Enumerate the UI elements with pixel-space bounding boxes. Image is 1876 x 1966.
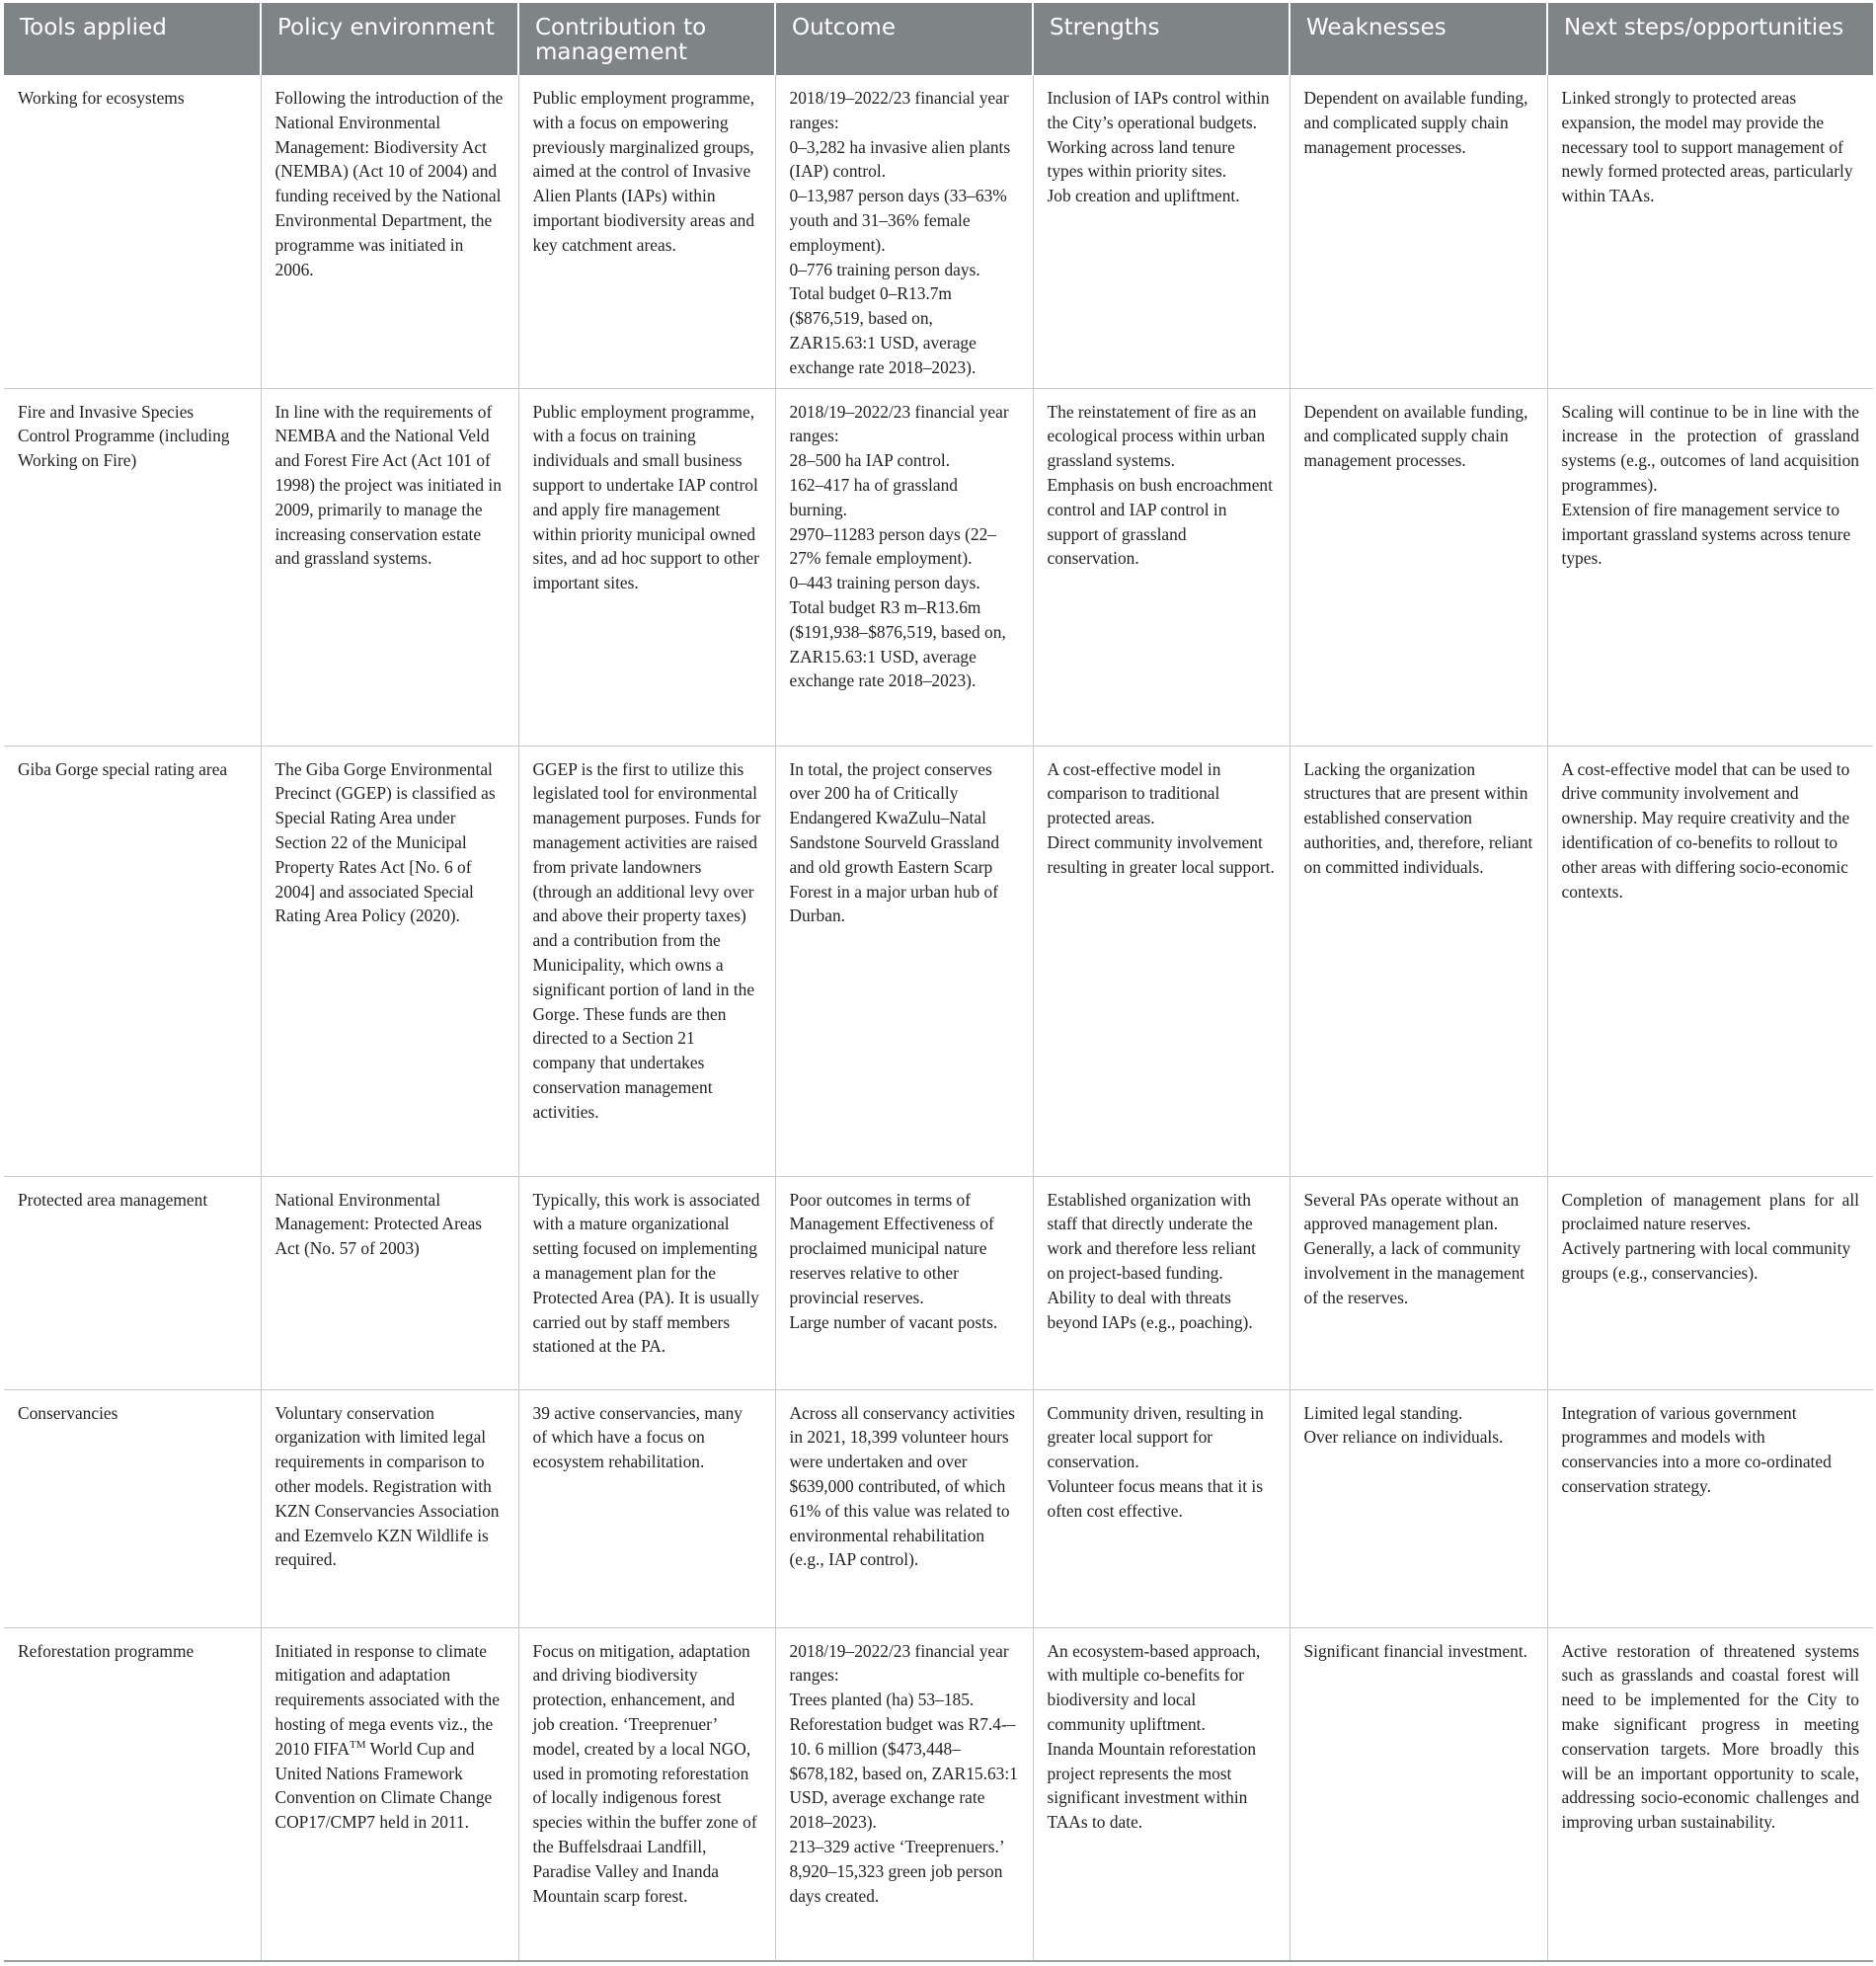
outcome-line: Total budget 0–R13.7m ($876,519, based on, ZAR15.63:1 USD, average exchange rate 2018–2023). (789, 283, 977, 377)
cell-policy: In line with the requirements of NEMBA and the National Veld and Forest Fire Act (Act 101 of 1998) the project was initiated in 2009, primarily to manage the increasing conservation estate and grassland systems. (261, 388, 518, 746)
cell-outcome (775, 388, 1033, 746)
cell-contribution: GGEP is the first to utilize this legislated tool for environmental management purposes. Funds for management activities are raised from private landowners (through an additional levy over and above their property taxes) and a contribution from the Municipality, which owns a significant portion of land in the Gorge. These funds are then directed to a Section 21 company that undertakes conservation management activities. (518, 746, 775, 1176)
outcome-line: Reforestation budget was R7.4-–10. 6 million ($473,448–$678,182, based on, ZAR15.63:1 USD, average exchange rate 2018–2023). (789, 1713, 1018, 1833)
next-step-line: Extension of fire management service to important grassland systems across tenure types. (1561, 499, 1851, 569)
table-row (4, 388, 1873, 746)
outcome-line: Trees planted (ha) 53–185. (789, 1690, 975, 1710)
cell-outcome (775, 1627, 1033, 1961)
outcome-line: Total budget R3 m–R13.6m ($191,938–$876,519, based on, ZAR15.63:1 USD, average exchange rate 2018–2023). (789, 596, 1006, 691)
weakness-line: Generally, a lack of community involvement in the management of the reserves. (1303, 1238, 1525, 1307)
strength-line: An ecosystem-based approach, with multiple co-benefits for biodiversity and local community upliftment. (1047, 1640, 1261, 1734)
outcome-line: 2018/19–2022/23 financial year ranges: (789, 401, 1009, 446)
policy-text-continued: World Cup and United Nations Framework Convention on Climate Change COP17/CMP7 held in 2011. (274, 1738, 493, 1833)
outcome-line: 2970–11283 person days (22–27% female employment). (789, 523, 996, 569)
cell-policy: Voluntary conservation organization with limited legal requirements in comparison to other models. Registration with KZN Conservancies Association and Ezemvelo KZN Wildlife is required. (261, 1389, 518, 1627)
next-step-line: Completion of management plans for all proclaimed nature reserves. (1561, 1189, 1859, 1234)
table-row (4, 746, 1873, 1176)
weakness-line: Limited legal standing. (1303, 1402, 1463, 1423)
cell-strengths (1033, 1176, 1290, 1389)
weakness-line: Lacking the organization structures that are present within established conservation authorities, and, therefore, reliant on committed individuals. (1303, 758, 1533, 877)
cell-tool: Reforestation programme (4, 1627, 261, 1961)
management-tools-table (4, 3, 1873, 1962)
cell-weaknesses (1290, 1389, 1547, 1627)
strength-line: Established organization with staff that directly underate the work and therefore less reliant on project-based funding. (1047, 1189, 1256, 1283)
outcome-line: 0–3,282 ha invasive alien plants (IAP) control. (789, 136, 1011, 182)
cell-tool: Working for ecosystems (4, 75, 261, 388)
table-row (4, 1176, 1873, 1389)
next-step-line: A cost-effective model that can be used to drive community involvement and ownership. May require creativity and the identification of co-benefits to rollout to other areas with differing socio-economic contexts. (1561, 758, 1850, 902)
outcome-line: 213–329 active ‘Treeprenuers.’ (789, 1836, 1005, 1856)
table-row (4, 75, 1873, 388)
cell-next-steps (1547, 1176, 1873, 1389)
cell-outcome (775, 746, 1033, 1176)
next-step-line: Active restoration of threatened systems such as grasslands and coastal forest will need to be implemented for the City to make significant progress in meeting conservation targets. More broadly this will be an important opportunity to scale, addressing socio-economic challenges and improving urban sustainability. (1561, 1640, 1859, 1833)
outcome-line: 0–13,987 person days (33–63% youth and 31–36% female employment). (789, 186, 1007, 255)
header-strengths: Strengths (1033, 3, 1290, 75)
cell-contribution: Typically, this work is associated with a mature organizational setting focused on implementing a management plan for the Protected Area (PA). It is usually carried out by staff members stationed at the PA. (518, 1176, 775, 1389)
next-step-line: Integration of various government programmes and models with conservancies into a more co-ordinated conservation strategy. (1561, 1402, 1832, 1496)
cell-policy: The Giba Gorge Environmental Precinct (GGEP) is classified as Special Rating Area under Section 22 of the Municipal Property Rates Act [No. 6 of 2004] and associated Special Rating Area Policy (2020). (261, 746, 518, 1176)
policy-text: Initiated in response to climate mitigation and adaptation requirements associated with the hosting of mega events viz., the 2010 FIFA (274, 1640, 500, 1759)
strength-line: Emphasis on bush encroachment control and IAP control in support of grassland conservation. (1047, 474, 1273, 569)
outcome-line: 0–443 training person days. (789, 573, 980, 593)
outcome-line: 28–500 ha IAP control. (789, 450, 951, 471)
outcome-line: Across all conservancy activities in 2021, 18,399 volunteer hours were undertaken and over $639,000 contributed, of which 61% of this value was related to environmental rehabilitation (e.g., IAP control). (789, 1402, 1015, 1570)
cell-next-steps (1547, 746, 1873, 1176)
strength-line: Direct community involvement resulting in greater local support. (1047, 831, 1275, 877)
cell-next-steps (1547, 1627, 1873, 1961)
cell-next-steps (1547, 1389, 1873, 1627)
cell-outcome (775, 75, 1033, 388)
cell-policy: Following the introduction of the National Environmental Management: Biodiversity Act (NEMBA) (Act 10 of 2004) and funding received by the National Environmental Department, the programme was initiated in 2006. (261, 75, 518, 388)
weakness-line: Several PAs operate without an approved management plan. (1303, 1189, 1520, 1234)
strength-line: Community driven, resulting in greater local support for conservation. (1047, 1402, 1264, 1472)
cell-contribution: 39 active conservancies, many of which have a focus on ecosystem rehabilitation. (518, 1389, 775, 1627)
strength-line: Inanda Mountain reforestation project represents the most significant investment within TAAs to date. (1047, 1738, 1257, 1833)
trademark-superscript: TM (350, 1738, 366, 1751)
outcome-line: In total, the project conserves over 200 ha of Critically Endangered KwaZulu–Natal Sandstone Sourveld Grassland and old growth Eastern Scarp Forest in a major urban hub of Durban. (789, 758, 1000, 926)
cell-contribution: Focus on mitigation, adaptation and driving biodiversity protection, enhancement, and job creation. ‘Treeprenuer’ model, created by a local NGO, used in promoting reforestation of locally indigenous forest species within the buffer zone of the Buffelsdraai Landfill, Paradise Valley and Inanda Mountain scarp forest. (518, 1627, 775, 1961)
header-outcome: Outcome (775, 3, 1033, 75)
outcome-line: Poor outcomes in terms of Management Effectiveness of proclaimed municipal nature reserves relative to other provincial reserves. (789, 1189, 994, 1307)
strength-line: Volunteer focus means that it is often cost effective. (1047, 1475, 1263, 1521)
cell-tool: Fire and Invasive Species Control Programme (including Working on Fire) (4, 388, 261, 746)
management-tools-table-wrapper (4, 3, 1873, 1962)
strength-line: Inclusion of IAPs control within the City’s operational budgets. (1047, 88, 1270, 132)
strength-line: A cost-effective model in comparison to traditional protected areas. (1047, 758, 1221, 828)
cell-weaknesses (1290, 388, 1547, 746)
cell-outcome (775, 1389, 1033, 1627)
cell-strengths (1033, 746, 1290, 1176)
header-contribution: Contribution to management (518, 3, 775, 75)
strength-line: Ability to deal with threats beyond IAPs (e.g., poaching). (1047, 1287, 1253, 1332)
table-row (4, 1627, 1873, 1961)
cell-strengths (1033, 75, 1290, 388)
next-step-line: Actively partnering with local community groups (e.g., conservancies). (1561, 1238, 1851, 1283)
outcome-line: 2018/19–2022/23 financial year ranges: (789, 1640, 1009, 1686)
cell-tool: Conservancies (4, 1389, 261, 1627)
cell-policy (261, 1627, 518, 1961)
cell-tool: Protected area management (4, 1176, 261, 1389)
next-step-line: Scaling will continue to be in line with the increase in the protection of grassland systems (e.g., outcomes of land acquisition programmes). (1561, 401, 1859, 495)
strength-line: The reinstatement of fire as an ecological process within urban grassland systems. (1047, 401, 1266, 471)
cell-contribution: Public employment programme, with a focus on empowering previously marginalized groups, aimed at the control of Invasive Alien Plants (IAPs) within important biodiversity areas and key catchment areas. (518, 75, 775, 388)
cell-next-steps (1547, 75, 1873, 388)
outcome-line: 162–417 ha of grassland burning. (789, 474, 958, 519)
outcome-line: 8,920–15,323 green job person days created. (789, 1860, 1003, 1906)
header-tools-applied: Tools applied (4, 3, 261, 75)
weakness-line: Dependent on available funding, and complicated supply chain management processes. (1303, 88, 1528, 157)
cell-weaknesses (1290, 1176, 1547, 1389)
cell-strengths (1033, 1627, 1290, 1961)
header-row (4, 3, 1873, 75)
header-policy-environment: Policy environment (261, 3, 518, 75)
cell-strengths (1033, 1389, 1290, 1627)
cell-weaknesses (1290, 746, 1547, 1176)
cell-strengths (1033, 388, 1290, 746)
cell-outcome (775, 1176, 1033, 1389)
cell-next-steps (1547, 388, 1873, 746)
cell-contribution: Public employment programme, with a focus on training individuals and small business support to undertake IAP control and apply fire management within priority municipal owned sites, and ad hoc support to other important sites. (518, 388, 775, 746)
next-step-line: Linked strongly to protected areas expansion, the model may provide the necessary tool to support management of newly formed protected areas, particularly within TAAs. (1561, 88, 1853, 206)
cell-tool: Giba Gorge special rating area (4, 746, 261, 1176)
outcome-line: Large number of vacant posts. (789, 1311, 998, 1332)
weakness-line: Significant financial investment. (1303, 1640, 1528, 1661)
cell-weaknesses (1290, 1627, 1547, 1961)
strength-line: Job creation and upliftment. (1047, 186, 1240, 206)
table-row (4, 1389, 1873, 1627)
cell-weaknesses (1290, 75, 1547, 388)
weakness-line: Dependent on available funding, and complicated supply chain management processes. (1303, 401, 1528, 471)
header-next-steps: Next steps/opportunities (1547, 3, 1873, 75)
outcome-line: 2018/19–2022/23 financial year ranges: (789, 88, 1009, 132)
outcome-line: 0–776 training person days. (789, 259, 980, 279)
strength-line: Working across land tenure types within priority sites. (1047, 136, 1235, 182)
weakness-line: Over reliance on individuals. (1303, 1427, 1504, 1448)
cell-policy: National Environmental Management: Protected Areas Act (No. 57 of 2003) (261, 1176, 518, 1389)
header-weaknesses: Weaknesses (1290, 3, 1547, 75)
